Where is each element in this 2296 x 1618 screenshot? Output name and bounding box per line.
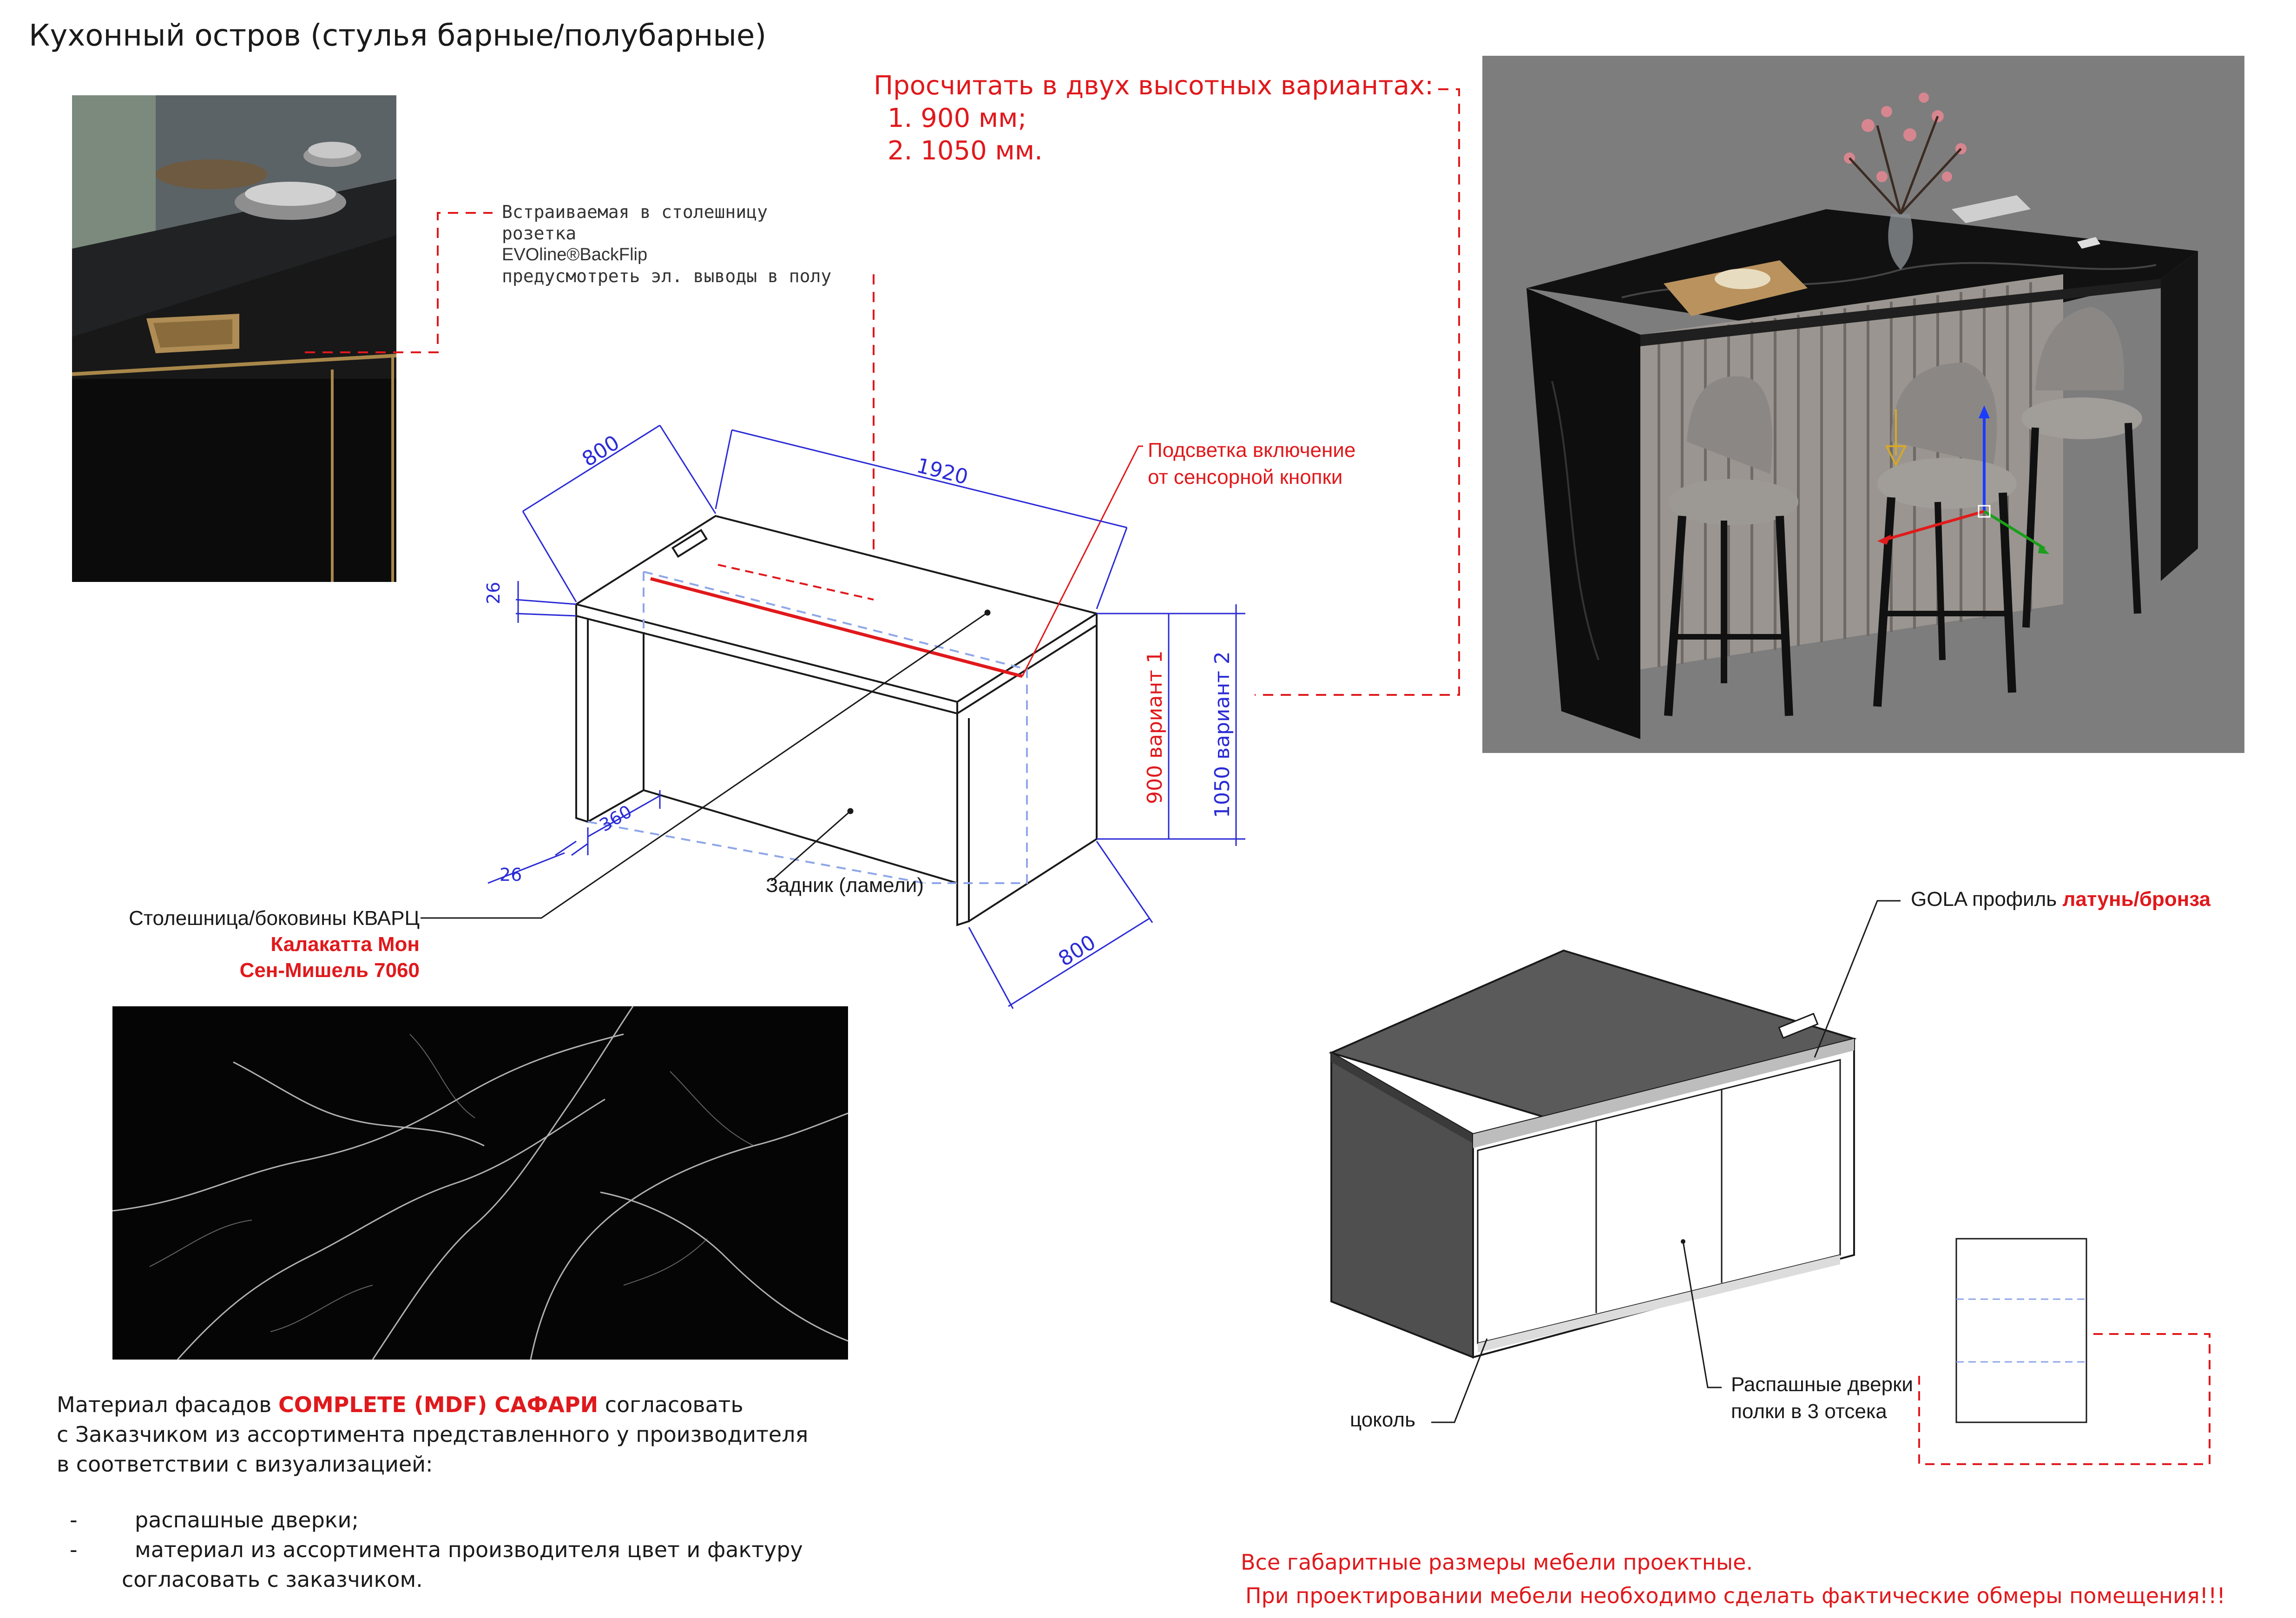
facade-bullet-1-text: распашные дверки; xyxy=(135,1507,359,1532)
countertop-label-line3: Сен-Мишель 7060 xyxy=(239,959,420,982)
facade-text xyxy=(57,1390,808,1594)
backlight-note-line2: от сенсорной кнопки xyxy=(1148,466,1343,489)
dim-inset: 360 xyxy=(596,801,636,836)
facade-line1-prefix: Материал фасадов xyxy=(57,1392,278,1417)
dim-depth-bottom: 800 xyxy=(1054,930,1100,971)
dim-thickness-side: 26 xyxy=(500,865,522,885)
socket-note-line4: предусмотреть эл. выводы в полу xyxy=(502,266,832,286)
island-isometric xyxy=(576,516,1097,925)
footer-note xyxy=(1241,1545,2225,1612)
bullet-mark: - xyxy=(70,1507,78,1532)
dim-depth-top: 800 xyxy=(578,430,624,472)
countertop-label-line1: Столешница/боковины КВАРЦ xyxy=(129,907,420,930)
socket-note-line1: Встраиваемая в столешницу xyxy=(502,202,768,222)
dimension-lines xyxy=(488,425,1245,1009)
facade-line3: в соответствии с визуализацией: xyxy=(57,1452,433,1477)
facade-line2: с Заказчиком из ассортимента представленного у производителя xyxy=(57,1422,809,1447)
footer-line2: При проектировании мебели необходимо сделать фактические обмеры помещения!!! xyxy=(1245,1583,2225,1608)
backlight-note-line1: Подсветка включение xyxy=(1148,439,1356,462)
dim-thickness-top: 26 xyxy=(483,581,504,604)
cabinet-drawing xyxy=(1331,951,1854,1357)
plinth-label: цоколь xyxy=(1350,1408,1416,1431)
facade-line1-accent: COMPLETE (MDF) САФАРИ xyxy=(278,1392,599,1417)
bullet-mark: - xyxy=(70,1537,78,1562)
height-variants-heading: Просчитать в двух высотных вариантах: xyxy=(874,71,1434,101)
facade-bullet-2-cont: согласовать с заказчиком. xyxy=(122,1567,423,1592)
gola-label-accent: латунь/бронза xyxy=(2062,888,2211,911)
socket-note-line2: розетка xyxy=(502,223,577,244)
countertop-label xyxy=(107,905,420,984)
back-leader xyxy=(771,811,850,881)
facade-bullet-2 xyxy=(57,1535,808,1565)
dim-variant-2: 1050 вариант 2 xyxy=(1210,651,1234,818)
socket-note-line3: EVOline®BackFlip xyxy=(502,245,648,264)
facade-bullet-2-text: материал из ассортимента производителя цвет и фактуру xyxy=(135,1537,803,1562)
height-variant-1: 1. 900 мм; xyxy=(888,103,1027,133)
height-variant-2: 2. 1050 мм. xyxy=(888,136,1043,166)
doors-label xyxy=(1731,1371,1913,1425)
facade-bullet-1 xyxy=(57,1505,808,1535)
height-note-leader xyxy=(1255,89,1459,695)
footer-line1: Все габаритные размеры мебели проектные. xyxy=(1241,1550,1753,1575)
dim-variant-1: 900 вариант 1 xyxy=(1143,650,1167,804)
stone-veins xyxy=(112,1006,848,1360)
doors-label-line1: Распашные дверки xyxy=(1731,1373,1913,1396)
backlight-leader xyxy=(1022,446,1143,676)
shelf-elevation xyxy=(1919,1239,2210,1464)
page-title: Кухонный остров (стулья барные/полубарные) xyxy=(29,19,767,53)
doors-label-line2: полки в 3 отсека xyxy=(1731,1400,1887,1423)
gola-label xyxy=(1911,888,2210,911)
stone-sample xyxy=(112,1006,848,1360)
countertop-label-line2: Калакатта Мон xyxy=(270,933,420,956)
dim-width: 1920 xyxy=(914,454,971,489)
facade-line1 xyxy=(57,1390,808,1420)
gola-label-prefix: GOLA профиль xyxy=(1911,888,2063,911)
facade-line1-suffix: согласовать xyxy=(598,1392,743,1417)
back-label: Задник (ламели) xyxy=(766,874,924,897)
